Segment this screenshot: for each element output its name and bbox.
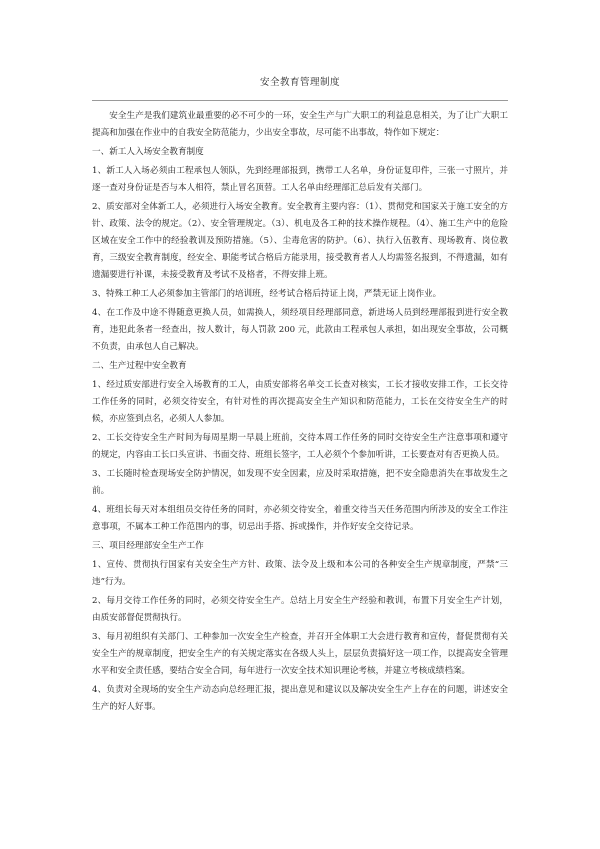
section-item: 4、负责对全现场的安全生产动态向总经理汇报，提出意见和建议以及解决安全生产上存在的问题，讲述安全生产的好人好事。 <box>92 685 508 712</box>
section-item: 1、经过质安部进行安全入场教育的工人，由质安部将名单交工长查对核实，工长才接收安排工作，工长交待工作任务的同时，必须交待安全，有针对性的再次提高安全生产知识和防范能力，工长在交待安全生产的时候，亦应签到点名，必须人人参加。 <box>92 380 508 424</box>
section-item: 1、宣传、贯彻执行国家有关安全生产方针、政策、法令及上级和本公司的各种安全生产规章制度，严禁“三违”行为。 <box>92 560 508 587</box>
section-item: 1、新工人入场必须由工程承包人领队，先到经理部报到，携带工人名单，身份证复印件，三张一寸照片，并逐一查对身份证是否与本人相符，禁止冒名顶替。工人名单由经理部汇总后发有关部门。 <box>92 166 508 193</box>
section-item: 4、班组长每天对本组组员交待任务的同时，亦必须交待安全，着重交待当天任务范围内所涉及的安全工作注意事项，不属本工种工作范围内的事，切忌出手搭、拆或操作，并作好安全交待记录。 <box>92 505 508 532</box>
document-body <box>92 108 508 716</box>
section-item: 3、每月初组织有关部门、工种参加一次安全生产检查，并召开全体职工大会进行教育和宣传，督促贯彻有关安全生产的规章制度，把安全生产的有关规定落实在各级人头上，层层负责搞好这一项工作，以提高安全管理水平和安全责任感，要结合安全合同，每年进行一次安全技术知识理论考核，并建立考核成绩档案。 <box>92 632 508 676</box>
section-item: 4、在工作及中途不得随意更换人员，如需换人，须经项目经理部同意，新进场人员到经理部报到进行安全教育，违犯此条者一经查出，按人数计，每人罚款 200 元，此款由工程承包人承担，如出现安全事故，公司概不负责，由承包人自己解决。 <box>92 308 508 352</box>
document-title: 安全教育管理制度 <box>259 77 340 88</box>
intro-paragraph: 安全生产是我们建筑业最重要的必不可少的一环，安全生产与广大职工的利益息息相关，为了让广大职工提高和加强在作业中的自我安全防范能力，少出安全事故，尽可能不出事故，特作如下规定： <box>92 111 508 138</box>
section-heading: 一、新工人入场安全教育制度 <box>92 147 204 157</box>
section-item: 2、工长交待安全生产时间为每周星期一早晨上班前，交待本周工作任务的同时交待安全生产注意事项和遵守的规定，内容由工长口头宣讲、书面交待、班组长签字，工人必须个个参加听讲，工长要查对有否更换人员。 <box>92 433 508 460</box>
section-item: 2、质安部对全体新工人，必须进行入场安全教育。安全教育主要内容：（1）、贯彻党和国家关于施工安全的方针、政策、法令的规定。（2）、安全管理规定。（3）、机电及各工种的技术操作规程。（4）、施工生产中的危险区域在安全工作中的经验教训及预防措施。（5）、尘毒危害的防护。（6）、执行入伍教育、现场教育、岗位教育，三级安全教育制度，经安全、职能考试合格后方能录用，接受教育者人人均需签名报到，不得遗漏，如有遗漏要进行补课，未接受教育及考试不及格者，不得安排上班。 <box>92 202 508 280</box>
section-item: 3、特殊工种工人必须参加主管部门的培训班，经考试合格后持证上岗，严禁无证上岗作业。 <box>92 289 442 299</box>
title-divider <box>92 100 508 101</box>
section-item: 2、每月交待工作任务的同时，必须交待安全生产。总结上月安全生产经验和教训，布置下月安全生产计划，由质安部督促贯彻执行。 <box>92 596 508 623</box>
section-heading: 三、项目经理部安全生产工作 <box>92 541 204 551</box>
section-heading: 二、生产过程中安全教育 <box>92 361 187 371</box>
section-item: 3、工长随时检查现场安全防护情况，如发现不安全因素，应及时采取措施，把不安全隐患消失在事故发生之前。 <box>92 469 508 496</box>
